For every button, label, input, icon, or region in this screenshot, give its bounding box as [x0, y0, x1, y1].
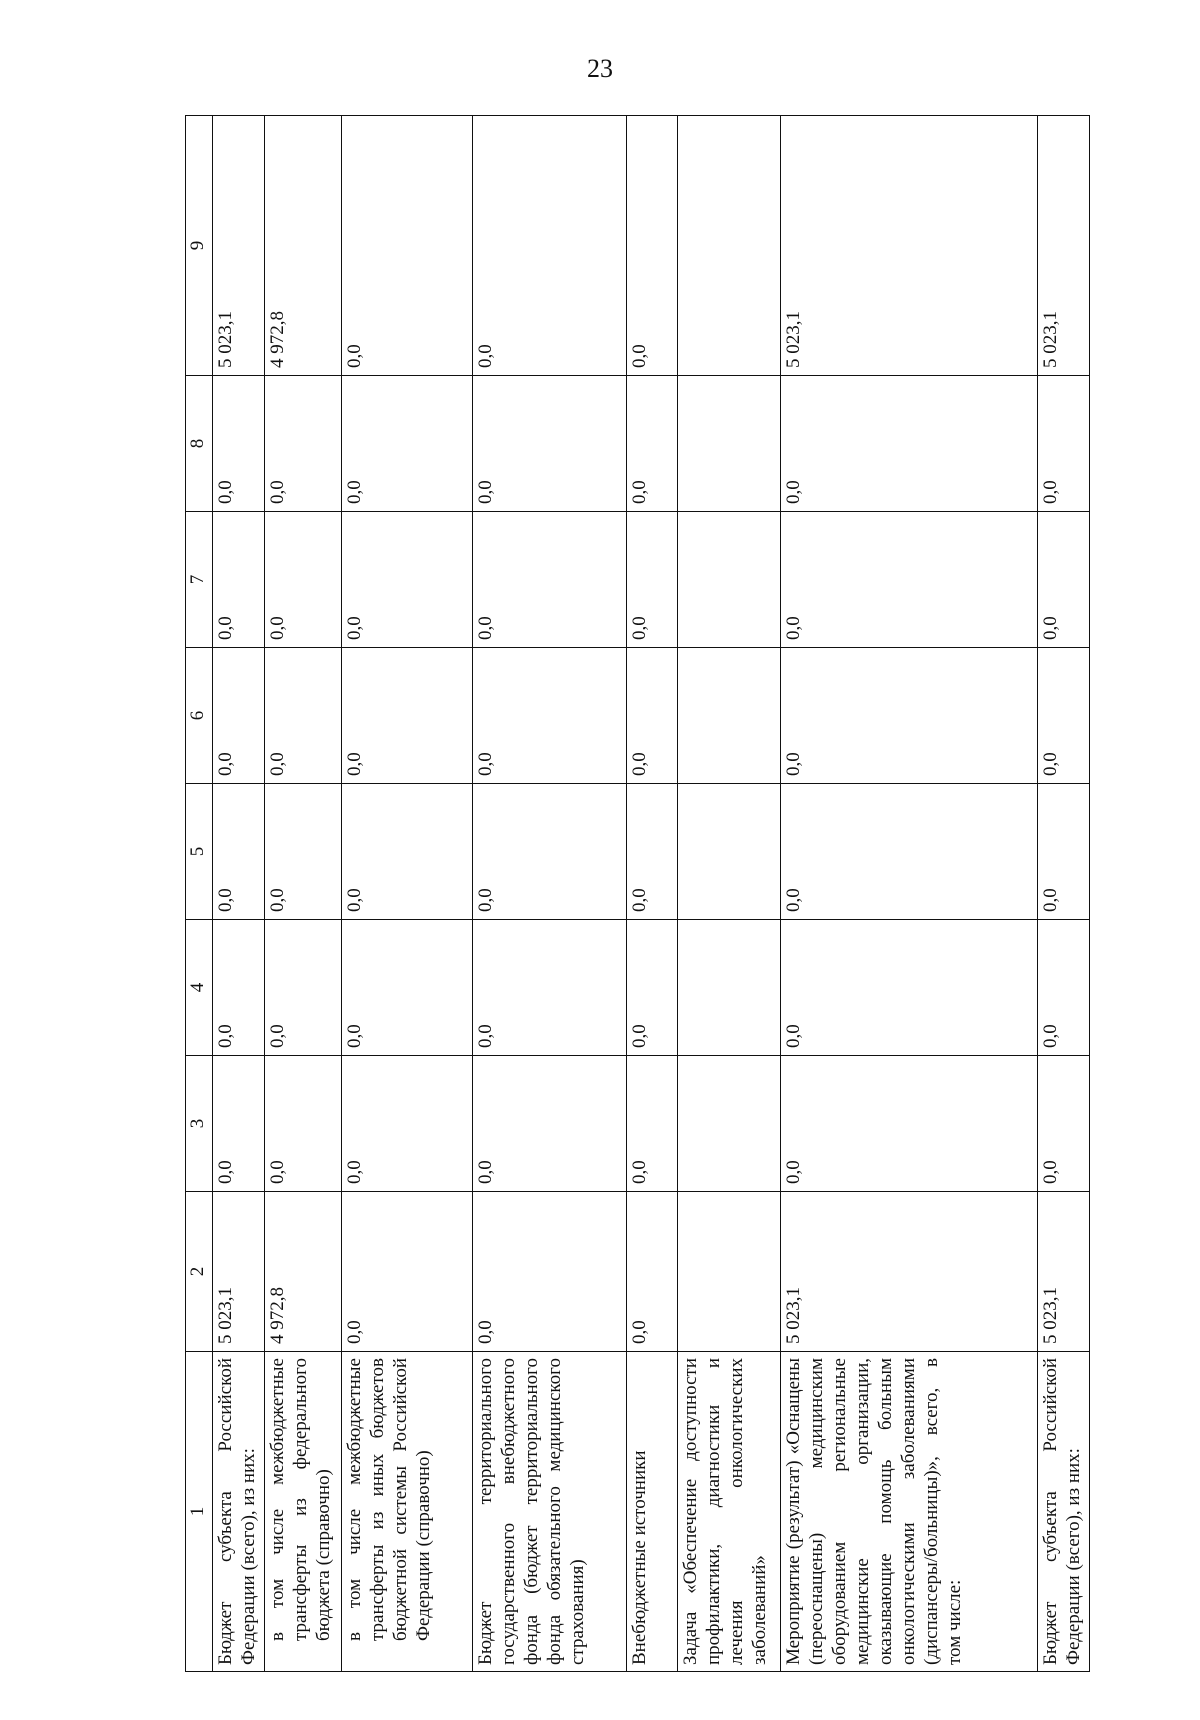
value-cell: 0,0	[780, 1056, 1037, 1192]
value-cell: 0,0	[780, 512, 1037, 648]
value-cell: 0,0	[780, 784, 1037, 920]
value-cell: 0,0	[342, 376, 473, 512]
value-cell: 0,0	[780, 920, 1037, 1056]
value-cell: 5 023,1	[212, 1192, 264, 1352]
value-cell: 0,0	[212, 512, 264, 648]
table-row	[212, 116, 264, 1672]
header-cell: 6	[186, 648, 213, 784]
value-cell: 0,0	[626, 1056, 677, 1192]
value-cell: 0,0	[265, 784, 342, 920]
value-cell: 5 023,1	[1037, 1192, 1090, 1352]
value-cell	[678, 920, 781, 1056]
table-row	[626, 116, 677, 1672]
value-cell: 0,0	[626, 376, 677, 512]
table-row	[780, 116, 1037, 1672]
value-cell: 0,0	[1037, 648, 1090, 784]
value-cell: 0,0	[472, 116, 626, 376]
row-label: Бюджет субъекта Российской Федерации (всего), из них:	[212, 1352, 264, 1672]
value-cell: 0,0	[472, 648, 626, 784]
value-cell: 0,0	[472, 512, 626, 648]
row-label: Мероприятие (результат) «Оснащены (переоснащены) медицинским оборудованием региональные медицинские организации, оказывающие помощь больным онкологическими заболеваниями (диспансеры/больницы)», всего, в том числе:	[780, 1352, 1037, 1672]
value-cell: 0,0	[1037, 920, 1090, 1056]
value-cell	[678, 1056, 781, 1192]
row-label: в том числе межбюджетные трансферты из федерального бюджета (справочно)	[265, 1352, 342, 1672]
header-cell: 7	[186, 512, 213, 648]
value-cell: 0,0	[1037, 784, 1090, 920]
value-cell: 0,0	[265, 1056, 342, 1192]
page-number: 23	[587, 54, 613, 83]
value-cell: 0,0	[342, 920, 473, 1056]
value-cell: 4 972,8	[265, 1192, 342, 1352]
row-label: Задача «Обеспечение доступности профилактики, диагностики и лечения онкологических заболеваний»	[678, 1352, 781, 1672]
value-cell	[678, 512, 781, 648]
value-cell: 0,0	[472, 784, 626, 920]
value-cell: 4 972,8	[265, 116, 342, 376]
value-cell	[678, 116, 781, 376]
table-row	[265, 116, 342, 1672]
value-cell	[678, 376, 781, 512]
value-cell: 0,0	[265, 376, 342, 512]
table-header-row	[186, 116, 213, 1672]
table-row	[472, 116, 626, 1672]
header-cell: 1	[186, 1352, 213, 1672]
rotated-table-area	[185, 116, 1090, 1672]
value-cell: 0,0	[780, 648, 1037, 784]
value-cell: 0,0	[1037, 512, 1090, 648]
value-cell: 0,0	[626, 1192, 677, 1352]
table-row	[678, 116, 781, 1672]
value-cell: 0,0	[626, 920, 677, 1056]
value-cell: 0,0	[265, 920, 342, 1056]
value-cell: 0,0	[342, 1192, 473, 1352]
value-cell: 5 023,1	[780, 116, 1037, 376]
value-cell: 0,0	[626, 784, 677, 920]
value-cell: 0,0	[342, 512, 473, 648]
value-cell: 0,0	[342, 784, 473, 920]
value-cell	[678, 784, 781, 920]
value-cell: 5 023,1	[780, 1192, 1037, 1352]
value-cell: 0,0	[212, 648, 264, 784]
row-label: в том числе межбюджетные трансферты из иных бюджетов бюджетной системы Российской Федерации (справочно)	[342, 1352, 473, 1672]
header-cell: 4	[186, 920, 213, 1056]
header-cell: 3	[186, 1056, 213, 1192]
table-row	[342, 116, 473, 1672]
header-cell: 5	[186, 784, 213, 920]
value-cell: 0,0	[212, 1056, 264, 1192]
value-cell: 0,0	[626, 648, 677, 784]
budget-table	[185, 115, 1090, 1672]
value-cell: 0,0	[342, 1056, 473, 1192]
value-cell: 0,0	[626, 116, 677, 376]
value-cell	[678, 648, 781, 784]
value-cell: 0,0	[265, 512, 342, 648]
value-cell: 0,0	[780, 376, 1037, 512]
value-cell: 5 023,1	[212, 116, 264, 376]
header-cell: 9	[186, 116, 213, 376]
value-cell: 0,0	[472, 1192, 626, 1352]
value-cell: 0,0	[342, 116, 473, 376]
header-cell: 8	[186, 376, 213, 512]
value-cell: 0,0	[472, 376, 626, 512]
header-cell: 2	[186, 1192, 213, 1352]
value-cell: 0,0	[1037, 1056, 1090, 1192]
value-cell: 0,0	[212, 920, 264, 1056]
row-label: Бюджет субъекта Российской Федерации (всего), из них:	[1037, 1352, 1090, 1672]
value-cell: 0,0	[212, 784, 264, 920]
value-cell: 0,0	[1037, 376, 1090, 512]
value-cell	[678, 1192, 781, 1352]
table-row	[1037, 116, 1090, 1672]
row-label: Бюджет территориального государственного внебюджетного фонда (бюджет территориального фонда обязательного медицинского страхования)	[472, 1352, 626, 1672]
row-label: Внебюджетные источники	[626, 1352, 677, 1672]
value-cell: 0,0	[626, 512, 677, 648]
value-cell: 0,0	[265, 648, 342, 784]
value-cell: 0,0	[342, 648, 473, 784]
value-cell: 0,0	[212, 376, 264, 512]
value-cell: 0,0	[472, 920, 626, 1056]
value-cell: 0,0	[472, 1056, 626, 1192]
value-cell: 5 023,1	[1037, 116, 1090, 376]
